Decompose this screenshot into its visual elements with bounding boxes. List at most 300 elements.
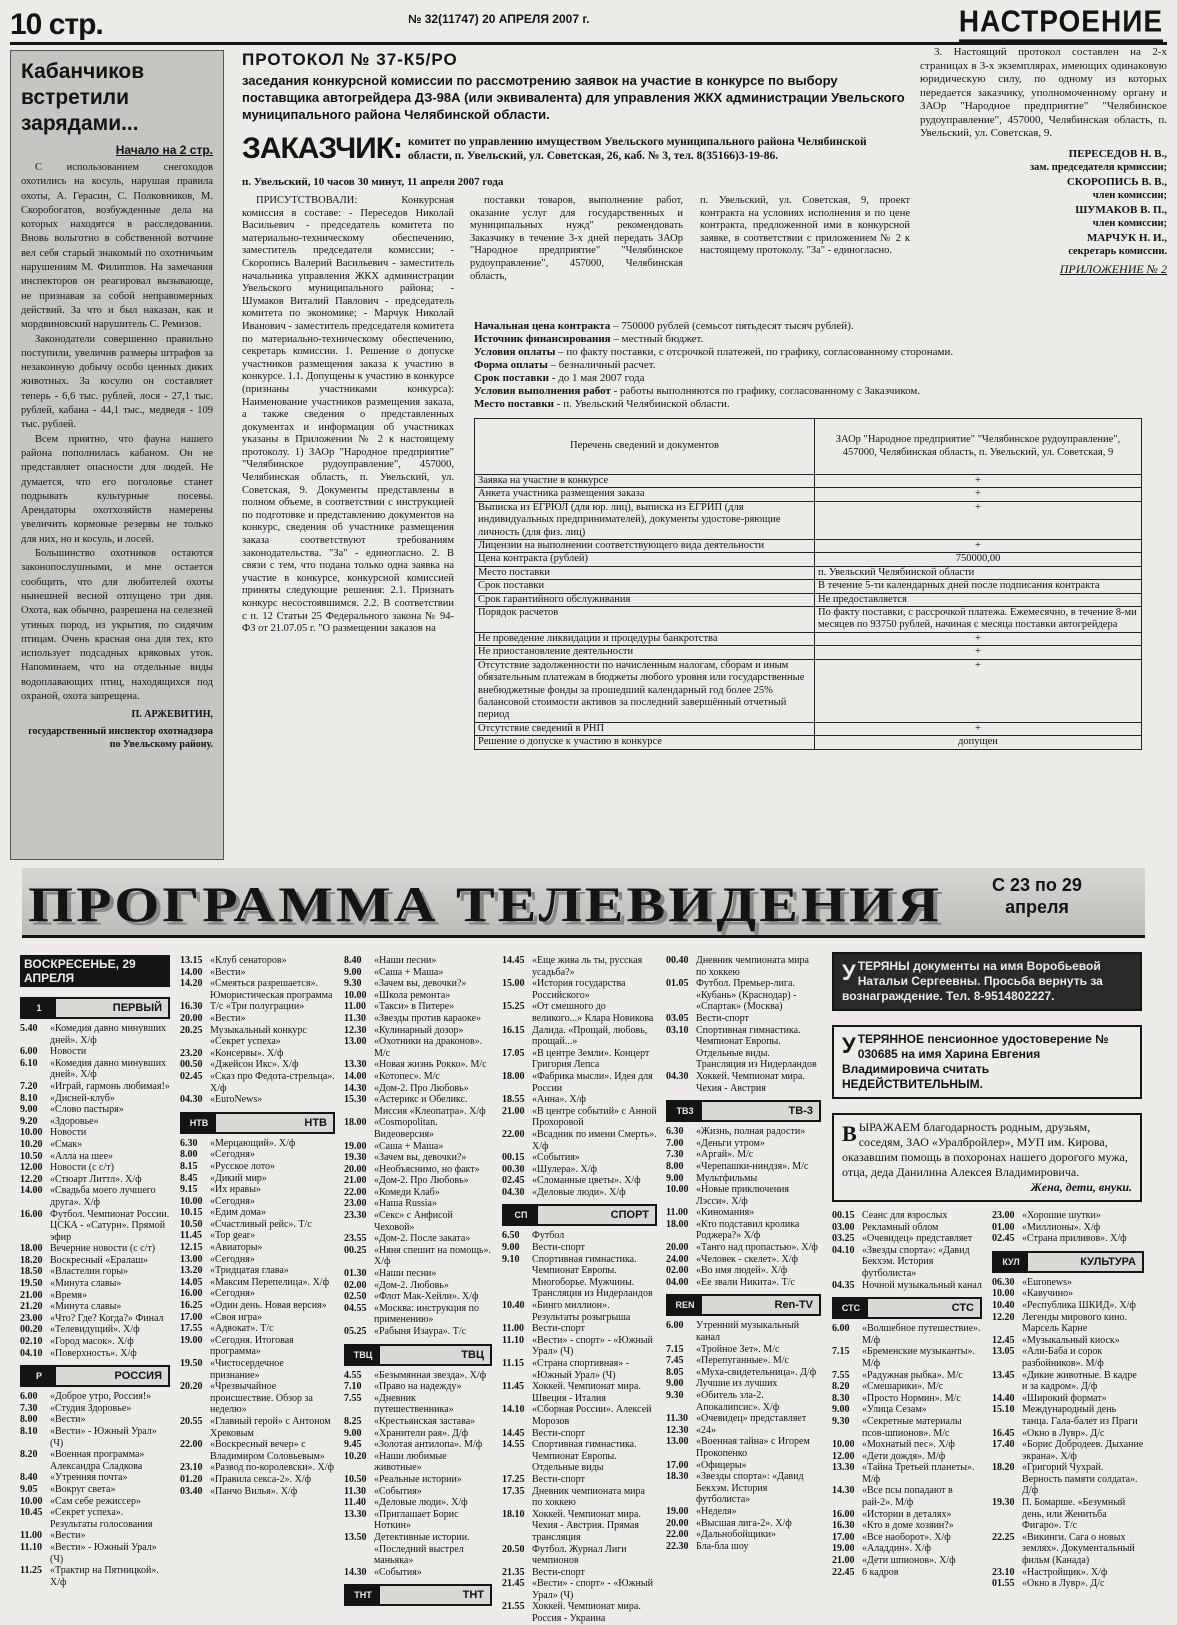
term-value: – безналичный расчет.: [547, 359, 656, 371]
schedule-show: «Развод по-королевски». Х/ф: [210, 1462, 335, 1474]
schedule-item: [666, 1277, 821, 1289]
contract-term: [474, 346, 1144, 359]
schedule-time: 6.30: [666, 1126, 684, 1138]
schedule-time: 14.20: [180, 978, 203, 990]
schedule-item: [344, 1280, 492, 1292]
schedule-item: [992, 1428, 1144, 1440]
schedule-time: 8.25: [344, 1415, 362, 1427]
signature-title: член комиссии;: [1092, 189, 1167, 201]
schedule-show: «Алла на шее»: [50, 1150, 114, 1162]
article-para: С использованием снегоходов охотились на косуль, нарушая правила охоты, А. Герасин, С. Полковников, М. Скоробогатов, возбужденные дела на которых находятся в расследовании. Вновь вольготно в собственной вотчине вел себя старый знакомый по охотничьим нарушениям М. Филиппов. На замечания инспекторов он реагировал вызывающе, не признавая за собой неправомерных действий. За что и был наказан, как и мордвиновский нарушитель С. Ремизов.: [21, 162, 213, 331]
schedule-item: [344, 955, 492, 967]
schedule-show: «Черепашки-ниндзя». М/с: [696, 1160, 809, 1172]
schedule-item: [344, 1152, 492, 1164]
schedule-item: [992, 1277, 1144, 1289]
schedule-show: Вести-спорт: [532, 1427, 585, 1439]
table-row: [475, 501, 1142, 539]
table-value: +: [815, 540, 1142, 553]
schedule-item: [502, 1358, 657, 1381]
schedule-time: 7.10: [344, 1381, 362, 1393]
schedule-show: «Едим дома»: [210, 1207, 266, 1219]
schedule-time: 21.00: [20, 1289, 43, 1301]
tv-day: ВОСКРЕСЕНЬЕ, 29 АПРЕЛЯ: [20, 955, 170, 987]
signatures: [920, 147, 1167, 259]
signature-title: зам. председателя крмиссии;: [1029, 161, 1167, 173]
schedule-show: «Кто подставил кролика Роджера?» Х/ф: [696, 1218, 800, 1242]
schedule-time: 12.20: [992, 1311, 1015, 1323]
schedule-item: [180, 1001, 335, 1013]
schedule-item: [20, 1484, 170, 1496]
schedule-item: [20, 1403, 170, 1415]
schedule-show: «Улица Сезам»: [862, 1404, 927, 1416]
schedule-time: 8.10: [20, 1092, 38, 1104]
schedule-item: [502, 1404, 657, 1427]
schedule-show: Футбол: [532, 1230, 565, 1242]
contract-term: [474, 359, 1144, 372]
schedule-time: 8.45: [180, 1172, 198, 1184]
channel-name: Ren-TV: [774, 1299, 813, 1312]
schedule-show: Новости: [50, 1127, 87, 1139]
schedule-time: 01.00: [992, 1221, 1015, 1233]
protocol-text: 3. Настоящий протокол составлен на 2-х страницах в 3-х экземплярах, имеющих одинаковую юридическую силу, по одному из которых передается заказчику, уполномоченному органу и ЗАОр "Народное предприятие" "Челябинское рудоуправление", 457000, Челябинская область, п. Увельский, ул. Советская, 9.: [920, 46, 1167, 139]
schedule-time: 9.20: [20, 1115, 38, 1127]
schedule-time: 19.00: [832, 1543, 855, 1555]
schedule-item: [502, 1474, 657, 1486]
schedule-time: 06.30: [992, 1276, 1015, 1288]
schedule-time: 4.55: [344, 1369, 362, 1381]
term-label: Условия выполнения работ: [474, 385, 611, 397]
schedule-item: [344, 1268, 492, 1280]
table-criterion: Место поставки: [475, 566, 815, 579]
schedule-item: [20, 1266, 170, 1278]
tv-column-4: [502, 955, 657, 1625]
schedule-show: «Вести»: [50, 1414, 86, 1426]
schedule-show: «Очевидец» представляет: [862, 1233, 973, 1245]
schedule-item: [832, 1532, 982, 1544]
drop-cap: У: [842, 960, 856, 985]
tv-column-1: [20, 955, 170, 1610]
schedule-show: «Мохнатый пес». Х/ф: [862, 1439, 955, 1451]
schedule-item: [666, 1320, 821, 1343]
term-label: Форма оплаты: [474, 359, 548, 371]
schedule-show: «Хранители рая». Д/ф: [374, 1427, 469, 1439]
schedule-item: [502, 1601, 657, 1624]
schedule-item: [344, 1416, 492, 1428]
schedule-item: [180, 1474, 335, 1486]
schedule-show: «События»: [374, 1485, 422, 1497]
schedule-show: «Звезды спорта»: «Давид Бекхэм. История футболиста»: [862, 1244, 970, 1279]
schedule-show: «Всадник по имени Смерть». Х/ф: [532, 1128, 657, 1152]
schedule-item: [20, 1507, 170, 1530]
schedule-time: 11.10: [502, 1334, 524, 1346]
schedule-show: «Такси» в Питере»: [374, 1001, 455, 1013]
schedule-time: 18.10: [502, 1508, 525, 1520]
schedule-show: Бла-бла шоу: [696, 1540, 749, 1552]
schedule-time: 12.00: [20, 1162, 43, 1174]
channel-sts: [832, 1297, 982, 1319]
channel-logo-icon: ТВЦ: [346, 1344, 380, 1366]
schedule-show: «Аладдин». Х/ф: [862, 1543, 932, 1555]
schedule-time: 02.45: [502, 1175, 525, 1187]
schedule-show: «Настройщик». Х/ф: [1022, 1566, 1108, 1578]
schedule-show: «Сам себе режиссер»: [50, 1495, 141, 1507]
schedule-show: «Смеяться разрешается». Юмористическая программа: [210, 978, 333, 1001]
table-row: [475, 475, 1142, 488]
ad-text: ТЕРЯННОЕ пенсионное удостоверение № 030685 на имя Харина Евгения Владимировича считать НЕДЕЙСТВИТЕЛЬНЫМ.: [842, 1032, 1109, 1091]
schedule-time: 8.40: [20, 1472, 38, 1484]
schedule-item: [20, 1336, 170, 1348]
schedule-show: «Флот Мак-Хейли». Х/ф: [374, 1291, 479, 1303]
schedule-show: «Дом-2. Про Любовь»: [374, 1082, 469, 1094]
schedule-time: 03.40: [180, 1485, 203, 1497]
appendix-label: ПРИЛОЖЕНИЕ № 2: [1059, 261, 1167, 276]
term-value: - работы выполняются по графику, согласованному с Заказчиком.: [610, 385, 921, 397]
schedule: [666, 1320, 821, 1552]
schedule-item: [344, 1245, 492, 1268]
schedule-show: Хоккей. Чемпионат мира. Швеция - Италия: [532, 1381, 641, 1404]
schedule-time: 7.20: [20, 1080, 38, 1092]
schedule-item: [20, 1185, 170, 1208]
schedule-show: «Чистосердечное признание»: [210, 1358, 284, 1381]
schedule-item: [20, 1093, 170, 1105]
schedule-item: [666, 1529, 821, 1541]
schedule-item: [344, 990, 492, 1002]
schedule-show: «Доброе утро, Россия!»: [50, 1391, 152, 1403]
schedule-item: [666, 1071, 821, 1094]
schedule-show: «Сегодня»: [210, 1195, 255, 1207]
schedule-item: [502, 1025, 657, 1048]
channel-perviy: [20, 997, 170, 1019]
schedule-time: 04.30: [666, 1070, 689, 1082]
schedule-item: [344, 1381, 492, 1393]
channel-name: СТС: [951, 1302, 974, 1315]
schedule-time: 22.00: [666, 1529, 689, 1541]
schedule-time: 7.15: [832, 1346, 850, 1358]
schedule-time: 14.00: [344, 1070, 367, 1082]
schedule-item: [180, 1254, 335, 1266]
term-label: Срок поставки: [474, 372, 550, 384]
schedule-time: 7.55: [832, 1369, 850, 1381]
schedule-time: 14.30: [344, 1566, 367, 1578]
schedule-item: [666, 1161, 821, 1173]
signature-title: секретарь комиссии.: [1068, 245, 1167, 257]
term-label: Источник финансирования: [474, 333, 611, 345]
schedule-time: 12.20: [20, 1173, 43, 1185]
schedule-time: 03.05: [666, 1012, 689, 1024]
schedule-show: «Кто в доме хозяин?»: [862, 1520, 954, 1532]
schedule-time: 19.00: [344, 1140, 367, 1152]
schedule-item: [502, 1164, 657, 1176]
table-value: +: [815, 475, 1142, 488]
schedule-time: 13.00: [180, 1253, 203, 1265]
schedule-time: 23.30: [344, 1210, 367, 1222]
schedule-item: [992, 1578, 1144, 1590]
schedule-time: 7.55: [344, 1392, 362, 1404]
schedule-show: «Русское лото»: [210, 1160, 275, 1172]
schedule-show: «Вести» - спорт» - «Южный Урал» (Ч): [532, 1334, 653, 1358]
schedule-time: 8.00: [666, 1160, 684, 1172]
customer-label: ЗАКАЗЧИК:: [242, 132, 403, 165]
schedule-show: «Сломанные цветы». Х/ф: [532, 1175, 641, 1187]
article-author-title: государственный инспектор охотнадзора по Увельскому району.: [28, 726, 213, 751]
channel-logo-icon: Р: [22, 1365, 56, 1387]
schedule-time: 23.10: [180, 1462, 203, 1474]
schedule-time: 19.50: [180, 1358, 203, 1369]
schedule-item: [992, 1393, 1144, 1405]
channel-logo-icon: REN: [668, 1294, 702, 1316]
schedule-item: [832, 1370, 982, 1382]
schedule-time: 9.00: [666, 1172, 684, 1184]
schedule-show: «Сегодня»: [210, 1149, 255, 1161]
schedule-show: «Top gear»: [210, 1230, 256, 1242]
schedule-item: [180, 1323, 335, 1335]
schedule-item: [20, 1530, 170, 1542]
schedule-item: [344, 1509, 492, 1532]
schedule-item: [20, 1313, 170, 1325]
schedule-time: 00.15: [502, 1152, 525, 1164]
table-value: допущен: [815, 736, 1142, 749]
schedule-show: П. Бомарше. «Безумный день, или Женитьба Фигаро». Т/с: [1022, 1497, 1126, 1532]
schedule-show: «Республика ШКИД». Х/ф: [1022, 1299, 1136, 1311]
schedule-item: [502, 1254, 657, 1300]
schedule-show: «Викинги. Сага о новых землях». Документальный фильм (Канада): [1022, 1531, 1135, 1567]
schedule-show: «Обитель зла-2. Апокалипсис». Х/ф: [696, 1390, 780, 1413]
schedule-time: 11.00: [20, 1530, 42, 1542]
table-row: [475, 593, 1142, 606]
schedule-show: «Жизнь, полная радости»: [696, 1126, 806, 1138]
schedule-item: [180, 1149, 335, 1161]
schedule-item: [20, 1565, 170, 1588]
schedule-item: [20, 1449, 170, 1472]
tv-title: ПРОГРАММА ТЕЛЕВИДЕНИЯ: [28, 876, 942, 933]
schedule-show: «Очевидец» представляет: [696, 1413, 807, 1425]
schedule-time: 17.35: [502, 1485, 525, 1497]
schedule-item: [344, 1083, 492, 1095]
article-para: Законодатели совершенно правильно поступили, увеличив размеры штрафов за незаконную добычу особо ценных диких животных. За косулю он составляет теперь - 6,6 тыс. рублей, лося - 27,1 тыс. рублей, кабана - 44,1 тыс., медведя - 109 тыс. рублей.: [21, 333, 213, 431]
schedule-time: 18.30: [666, 1471, 689, 1483]
schedule-show: «Консервы». Х/ф: [210, 1047, 284, 1059]
schedule-time: 11.45: [180, 1230, 202, 1242]
schedule-time: 16.00: [20, 1208, 43, 1220]
schedule-show: «Все наоборот». Х/ф: [862, 1531, 951, 1543]
schedule-item: [180, 1381, 335, 1416]
schedule-show: «Страна приливов». Х/ф: [1022, 1233, 1127, 1245]
schedule-time: 13.30: [832, 1462, 855, 1474]
schedule-item: [502, 1486, 657, 1509]
schedule-item: [666, 1126, 821, 1138]
schedule-time: 9.45: [344, 1439, 362, 1451]
schedule-time: 04.30: [180, 1094, 203, 1106]
schedule-time: 02.10: [20, 1336, 43, 1348]
schedule-time: 7.15: [666, 1343, 684, 1355]
schedule-show: «Тайна Третьей планеты». М/ф: [862, 1462, 975, 1485]
schedule-show: «Город масок». Х/ф: [50, 1336, 134, 1348]
schedule-time: 11.40: [344, 1497, 366, 1509]
schedule-item: [502, 1230, 657, 1242]
schedule-item: [344, 1370, 492, 1382]
schedule-time: 11.45: [502, 1381, 524, 1393]
channel-name: ПЕРВЫЙ: [112, 1002, 162, 1014]
schedule-time: 10.00: [20, 1495, 43, 1507]
schedule-time: 6.10: [20, 1057, 38, 1069]
signature: МАРЧУК Н. И.,: [1086, 231, 1167, 244]
schedule-show: «Минута славы»: [50, 1301, 122, 1313]
schedule-item: [20, 1209, 170, 1244]
schedule-time: 17.00: [832, 1531, 855, 1543]
schedule-item: [180, 1300, 335, 1312]
schedule-item: [180, 1184, 335, 1196]
schedule-item: [180, 1025, 335, 1048]
schedule-time: 10.00: [344, 989, 367, 1001]
schedule-item: [344, 1071, 492, 1083]
schedule-item: [502, 1439, 657, 1474]
schedule-show: «Дикие животные. В кадре и за кадром». Д/ф: [1022, 1369, 1137, 1393]
term-label: Условия оплаты: [474, 346, 556, 358]
schedule-time: 11.00: [344, 1001, 366, 1013]
schedule-show: «Воскресный вечер» с Владимиром Соловьевым»: [210, 1439, 325, 1462]
schedule-time: 22.00: [180, 1439, 203, 1451]
schedule-show: «Утренняя почта»: [50, 1472, 128, 1484]
term-value: – местный бюджет.: [610, 333, 704, 345]
hunting-article: [10, 50, 224, 860]
schedule: [502, 1230, 657, 1624]
schedule-time: 13.15: [180, 955, 203, 966]
schedule-show: Утренний музыкальный канал: [696, 1320, 800, 1344]
schedule-item: [344, 1393, 492, 1416]
schedule-show: «Дикий мир»: [210, 1172, 267, 1184]
channel-name: ТВЦ: [461, 1348, 484, 1361]
table-value: В течение 5-ти календарных дней после подписания контракта: [815, 580, 1142, 593]
schedule-show: «Аргай». М/с: [696, 1149, 754, 1161]
schedule-time: 01.55: [992, 1578, 1015, 1590]
schedule-time: 10.40: [502, 1300, 525, 1312]
schedule-show: «Фабрика мысли». Идея для России: [532, 1070, 653, 1094]
schedule-item: [832, 1210, 982, 1222]
schedule-time: 02.00: [666, 1265, 689, 1277]
schedule-show: «Шулера». Х/ф: [532, 1163, 597, 1175]
schedule-item: [20, 1301, 170, 1313]
schedule-item: [832, 1462, 982, 1485]
channel-rentv: [666, 1294, 821, 1316]
schedule-show: «Вести»: [50, 1530, 86, 1542]
schedule-time: 01.05: [666, 978, 689, 990]
schedule-show: Хоккей. Чемпионат мира. Чехия - Австрия. Прямая трансляция: [532, 1508, 641, 1543]
schedule-time: 13.05: [992, 1346, 1015, 1358]
schedule-item: [180, 1230, 335, 1242]
schedule-show: Вечерние новости (с с/т): [50, 1243, 156, 1255]
table-criterion: Срок гарантийного обслуживания: [475, 593, 815, 606]
schedule-time: 18.20: [20, 1254, 43, 1266]
schedule-show: «Просто Нормин». М/с: [862, 1392, 961, 1404]
schedule-show: «Саша + Маша»: [374, 1140, 444, 1152]
schedule-time: 04.55: [344, 1302, 367, 1314]
schedule-item: [992, 1288, 1144, 1300]
table-criterion: Решение о допуске к участию в конкурсе: [475, 736, 815, 749]
schedule-item: [666, 1541, 821, 1553]
schedule-item: [180, 1219, 335, 1231]
schedule-show: «Высшая лига-2». Х/ф: [696, 1517, 792, 1529]
schedule-time: 10.00: [832, 1439, 855, 1451]
schedule-time: 11.30: [344, 1012, 366, 1024]
table-value: По факту поставки, с рассрочкой платежа. Ежемесячно, в течение 8-ми месяцев по 93750 рублей, начиная с месяца поставки автогрейдера: [815, 607, 1142, 633]
schedule-time: 9.00: [344, 1427, 362, 1439]
protocol-col-4: [920, 46, 1167, 276]
signature: ПЕРЕСЕДОВ Н. В.,: [1068, 147, 1167, 160]
table-row: [475, 632, 1142, 645]
schedule-time: 20.55: [180, 1415, 203, 1427]
schedule-item: [992, 1222, 1144, 1234]
schedule-item: [20, 1278, 170, 1290]
schedule-time: 18.20: [992, 1462, 1015, 1474]
schedule-item: [344, 1198, 492, 1210]
contract-term: [474, 333, 1144, 346]
channel-tnt: [344, 1584, 492, 1606]
table-criterion: Отсутствие сведений в РНП: [475, 722, 815, 735]
schedule-time: 11.15: [502, 1358, 524, 1369]
schedule-show: «Вести» - спорт» - «Южный Урал» (Ч): [532, 1578, 653, 1601]
schedule-show: «Секс» с Анфисой Чеховой»: [374, 1210, 453, 1233]
schedule-show: «Секрет успеха». Результаты голосования: [50, 1507, 153, 1530]
schedule-item: [666, 1378, 821, 1390]
schedule-time: 02.45: [180, 1070, 203, 1082]
schedule-item: [180, 1288, 335, 1300]
schedule-item: [666, 1506, 821, 1518]
schedule-time: 05.25: [344, 1326, 367, 1337]
schedule-time: 21.00: [502, 1105, 525, 1117]
schedule-show: «Истории в деталях»: [862, 1508, 952, 1520]
schedule-show: «Дневник путешественника»: [374, 1392, 454, 1416]
schedule-show: «Вести»: [210, 966, 246, 978]
schedule-show: Детективные истории. «Последний выстрел маньяка»: [374, 1531, 470, 1567]
article-continued: Начало на 2 стр.: [115, 143, 213, 157]
schedule-time: 19.30: [992, 1497, 1015, 1509]
protocol-title: ПРОТОКОЛ № 37-К5/РО: [242, 50, 458, 69]
schedule-show: «Своя игра»: [210, 1311, 263, 1323]
schedule-item: [180, 1071, 335, 1094]
schedule-show: «Все псы попадают в рай-2». М/ф: [862, 1485, 953, 1509]
schedule-time: 10.50: [344, 1473, 367, 1485]
schedule-show: «Правила секса-2». Х/ф: [210, 1473, 312, 1485]
schedule-item: [666, 955, 821, 978]
channel-name: РОССИЯ: [114, 1370, 162, 1383]
schedule-show: «От смешного до великого...» Клара Новикова: [532, 1001, 654, 1024]
schedule-item: [344, 1094, 492, 1117]
schedule-time: 17.00: [666, 1459, 689, 1471]
schedule-show: «В центре событий» с Анной Прохоровой: [532, 1105, 657, 1129]
schedule-time: 12.30: [666, 1424, 689, 1436]
schedule-show: «Охотники на драконов». М/с: [374, 1036, 483, 1059]
schedule-show: «Зачем вы, девочки?»: [374, 978, 467, 990]
schedule-time: 8.00: [20, 1414, 38, 1426]
schedule-show: «Муха-свидетельница». Д/ф: [696, 1366, 817, 1378]
schedule: [992, 1277, 1144, 1590]
schedule-time: 9.15: [180, 1184, 198, 1196]
page-number: 10 стр.: [10, 8, 103, 41]
schedule: [992, 1210, 1144, 1245]
schedule-time: 10.50: [20, 1150, 43, 1162]
schedule-time: 23.20: [180, 1047, 203, 1059]
schedule-item: [344, 1486, 492, 1498]
schedule-show: «Наши любимые животные»: [374, 1450, 447, 1474]
schedule-item: [344, 1036, 492, 1059]
schedule-time: 10.50: [180, 1218, 203, 1230]
schedule-item: [502, 1071, 657, 1094]
schedule-time: 00.40: [666, 955, 689, 966]
schedule-item: [666, 1184, 821, 1207]
protocol-text: поставки товаров, выполнение работ, оказание услуг для государственных и муниципальных нужд" рекомендовать Заказчику в течение 3-х дней передать ЗАОр "Народное предприятие" "Челябинское рудоуправление", 457000, Челябинская область,: [470, 195, 683, 282]
table-value: п. Увельский Челябинской области: [815, 566, 1142, 579]
schedule-show: «Али-Баба и сорок разбойников». М/ф: [1022, 1346, 1104, 1369]
